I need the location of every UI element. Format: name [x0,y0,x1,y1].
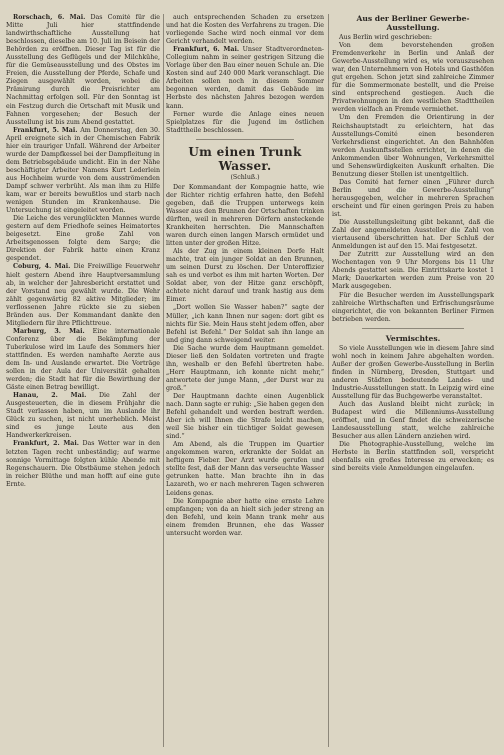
article-text: Die Zahl der Ausgesteuerten, die in diesem Frühjahr die Stadt verlassen haben, um im Auslande ihr Glück zu suchen, ist nicht unerheblich. Meist sind es junge Leute aus den Handwerkerkreisen. [6,392,160,440]
paragraph: Um den Fremden die Orientirung in der Reichshauptstadt zu erleichtern, hat das Ausstellungs-Comité einen besonderen Verkehrsdienst eingerichtet. An den Bahnhöfen werden Auskunftsstellen errichtet, in denen die Ankommenden über Wohnungen, Verkehrsmittel und Sehenswürdigkeiten Auskunft erhalten. Die Benutzung dieser Stellen ist unentgeltlich. [332,114,494,178]
dateline: Marburg, 3. Mai. [13,327,85,335]
story-paragraph: Als der Zug in einem kleinen Dorfe Halt machte, trat ein junger Soldat an den Brunnen, um seinen Durst zu löschen. Der Unteroffizier sah es und verbot es ihm mit harten Worten. Der Soldat aber, von der Hitze ganz erschöpft, achtete nicht darauf und trank hastig aus dem Eimer. [166,248,324,304]
article-text: Unser Stadtverordneten-Collegium nahm in seiner gestrigen Sitzung die Vorlage über den Bau einer neuen Schule an. Die Kosten sind auf 240 000 Mark veranschlagt. Die Arbeiten sollen noch in diesem Sommer begonnen werden, damit das Gebäude im Herbste des nächsten Jahres bezogen werden kann. [166,46,324,110]
column-1 [6,14,160,747]
paragraph: Für die Besucher werden im Ausstellungspark zahlreiche Wirthschaften und Erfrischungsräume eingerichtet, die von bekannten Berliner Firmen betrieben werden. [332,291,494,323]
dateline: Frankfurt, 6. Mai. [173,46,240,54]
story-paragraph: „Dort wollen Sie Wasser haben?“ sagte der Müller, „ich kann Ihnen nur sagen: dort gibt es nichts für Sie. Mein Haus steht jedem offen, aber Befehl ist Befehl.“ Der Soldat sah ihn lange an und ging dann schweigend weiter. [166,304,324,344]
article-rorschach [6,14,160,127]
story-paragraph: Die Sache wurde dem Hauptmann gemeldet. Dieser ließ den Soldaten vortreten und fragte ihn, weshalb er den Befehl übertreten habe. „Herr Hauptmann, ich konnte nicht mehr,“ antwortete der junge Mann, „der Durst war zu groß.“ [166,344,324,392]
article-text: Am Donnerstag, den 30. April ereignete sich in der Chemischen Fabrik hier ein trauriger Unfall. Während der Arbeiter wurde der Dampfkessel bei der Dampfleitung in dem Betriebsgebäude undicht. Ein in der Nähe beschäftigter Arbeiter Namens Kurt Lederlein aus Hochheim wurde von dem ausströmenden Dampf schwer verbrüht. Als man ihm zu Hilfe kam, war er bereits bewußtlos und starb nach wenigen Stunden im Krankenhause. Die Untersuchung ist eingeleitet worden. [6,126,160,215]
story-paragraph: Der Hauptmann dachte einen Augenblick nach. Dann sagte er ruhig: „Sie haben gegen den Befehl gehandelt und werden bestraft werden. Aber ich will Ihnen die Strafe leicht machen, weil Sie bisher ein tüchtiger Soldat gewesen sind.“ [166,392,324,441]
dateline: Frankfurt, 2. Mai. [13,440,79,448]
paragraph: Die Leiche des verunglückten Mannes wurde gestern auf dem Friedhofe seines Heimatortes beigesetzt. Eine große Zahl von Arbeitsgenossen folgte dem Sarge; die Direktion der Fabrik hatte einen Kranz gespendet. [6,215,160,263]
paragraph: Das Comité hat ferner einen „Führer durch Berlin und die Gewerbe-Ausstellung“ herausgegeben, welcher in mehreren Sprachen erscheint und für einen geringen Preis zu haben ist. [332,178,494,219]
paragraph: Die Photographie-Ausstellung, welche im Herbste in Berlin stattfinden soll, verspricht ebenfalls ein großes Interesse zu erwecken; es sind bereits viele Anmeldungen eingelaufen. [332,441,494,473]
article-hanau [6,392,160,440]
article-coburg [6,263,160,327]
paragraph: Von dem bevorstehenden großen Fremdenverkehr in Berlin und Anlaß der Gewerbe-Ausstellung wird es, wie vorauszusehen war, den Unternehmern von Hotels und Gasthöfen gut ergehen. Schon jetzt sind zahlreiche Zimmer für die Sommermonate bestellt, und die Preise sind entsprechend gestiegen. Auch die Privatwohnungen in den westlichen Stadttheilen werden vielfach an Fremde vermiethet. [332,42,494,114]
article-text: Das Comité für die Mitte Juli hier stattfindende landwirthschaftliche Ausstellung hat beschlossen, dieselbe am 10. Juli im Beisein der Behörden zu eröffnen. Dieser Tag ist für die Ausstellung des Geflügels und der Milchkühe, für die Gemüseausstellung und des Obstes im Freien, die Ausstellung der Pferde, Schafe und Ziegen ausgewählt worden, wobei die Prämirung durch die Preisrichter am Nachmittag erfolgen soll. Für den Sonntag ist ein Festzug durch die Ortschaft mit Musik und Fahnen vorgesehen; der Besuch der Ausstellung ist bis zum Abend gestattet. [6,14,160,126]
column-2 [166,14,324,747]
dateline: Hanau, 2. Mai. [13,392,87,400]
article-frankfurt-weather [6,440,160,488]
section-divider [362,328,464,329]
story-paragraph: Am Abend, als die Truppen im Quartier angekommen waren, erkrankte der Soldat an heftigem Fieber. Der Arzt wurde gerufen und stellte fest, daß der Mann das verseuchte Wasser getrunken hatte. Man brachte ihn in das Lazareth, wo er nach mehreren Tagen schweren Leidens genas. [166,441,324,497]
section-heading-exhibition: Aus der Berliner Gewerbe-Ausstellung. [356,14,470,32]
story-headline: Um einen Trunk Wasser. [188,144,302,173]
dateline: Coburg, 4. Mai. [13,263,71,271]
paragraph: Die Ausstellungsleitung gibt bekannt, daß die Zahl der angemeldeten Aussteller die Zahl von viertausend überschritten hat. Der Schluß der Anmeldungen ist auf den 15. Mai festgesetzt. [332,219,494,251]
paragraph: Auch das Ausland bleibt nicht zurück; in Budapest wird die Millenniums-Ausstellung eröffnet, und in Genf findet die schweizerische Landesausstellung statt, welche zahlreiche Besucher aus allen Ländern anziehen wird. [332,401,494,441]
article-frankfurt-council [166,46,324,110]
paragraph: Ferner wurde die Anlage eines neuen Spielplatzes für die Jugend im östlichen Stadttheile beschlossen. [166,110,324,134]
column-3 [332,14,494,747]
paragraph: Aus Berlin wird geschrieben: [339,34,432,41]
section-heading-miscellany: Vermischtes. [385,333,441,343]
story-paragraph: Der Kommandant der Kompagnie hatte, wie der Richter richtig erfahren hatte, den Befehl gegeben, daß die Truppen unterwegs kein Wasser aus den Brunnen der Ortschaften trinken dürften, weil in mehreren Dörfern ansteckende Krankheiten herrschten. Die Mannschaften waren durch einen langen Marsch ermüdet und litten unter der großen Hitze. [166,183,324,248]
dateline: Frankfurt, 5. Mai. [13,126,78,134]
story-subhead: (Schluß.) [230,173,260,181]
dateline: Rorschach, 6. Mai. [13,14,86,21]
article-text: Die Freiwillige Feuerwehr hielt gestern Abend ihre Hauptversammlung ab, in welcher der Jahresbericht erstattet und der Vorstand neu gewählt wurde. Die Wehr zählt gegenwärtig 82 aktive Mitglieder; im verflossenen Jahre rückte sie zu sieben Bränden aus. Der Kommandant dankte den Mitgliedern für ihre Pflichttreue. [6,263,160,327]
article-text: Eine internationale Conferenz über die Bekämpfung der Tuberkulose wird im Laufe des Sommers hier stattfinden. Es werden namhafte Aerzte aus dem In- und Auslande erwartet. Die Vorträge sollen in der Aula der Universität gehalten werden; die Stadt hat für die Bewirthung der Gäste einen Betrag bewilligt. [6,327,160,392]
column-rule-left [163,14,164,747]
paragraph: Der Zutritt zur Ausstellung wird an den Wochentagen von 9 Uhr Morgens bis 11 Uhr Abends gestattet sein. Die Eintrittskarte kostet 1 Mark; Dauerkarten werden zum Preise von 20 Mark ausgegeben. [332,251,494,291]
story-paragraph: Die Kompagnie aber hatte eine ernste Lehre empfangen; von da an hielt sich jeder streng an den Befehl, und kein Mann trank mehr aus einem fremden Brunnen, ehe das Wasser untersucht worden war. [166,497,324,537]
article-marburg [6,328,160,392]
article-text: Das Wetter war in den letzten Tagen recht unbeständig; auf warme sonnige Vormittage folgten kühle Abende mit Regenschauern. Die Obstbäume stehen jedoch in reicher Blüthe und man hofft auf eine gute Ernte. [6,440,160,488]
paragraph: auch entsprechenden Schaden zu ersetzen und hat die Kosten des Verfahrens zu tragen. Die vorliegende Sache wird noch einmal vor dem Gericht verhandelt werden. [166,14,324,46]
section-divider [196,139,294,140]
paragraph: So viele Ausstellungen wie in diesem Jahre sind wohl noch in keinem Jahre abgehalten worden. Außer der großen Gewerbe-Ausstellung in Berlin finden in Nürnberg, Dresden, Stuttgart und anderen Städten bedeutende Landes- und Industrie-Ausstellungen statt. In Leipzig wird eine Ausstellung für das Buchgewerbe veranstaltet. [332,344,494,400]
article-frankfurt-accident [6,127,160,216]
column-rule-right [328,14,329,747]
